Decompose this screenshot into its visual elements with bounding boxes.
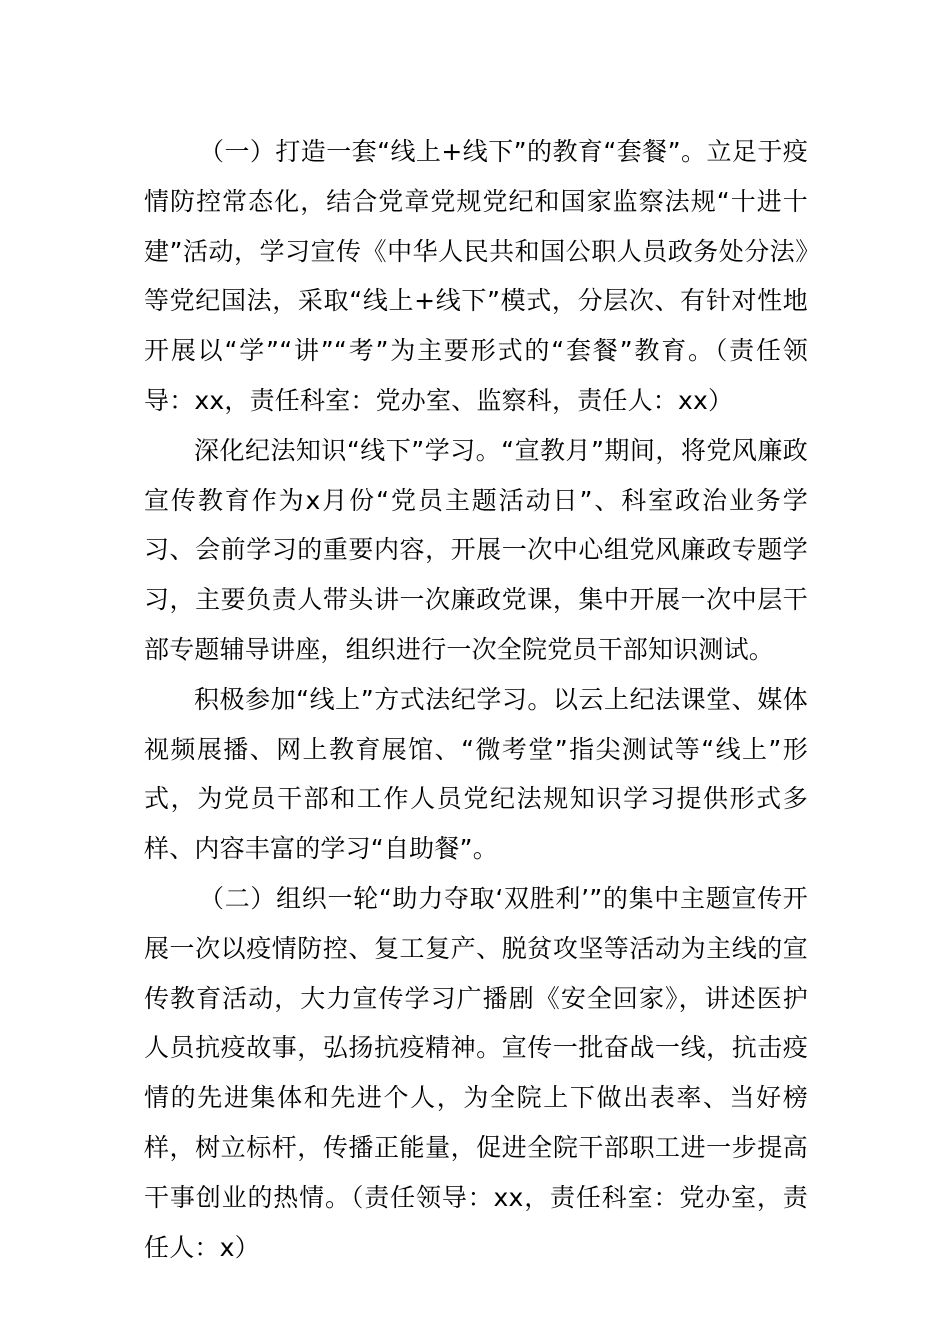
paragraph-offline-study: 深化纪法知识“线下”学习。“宣教月”期间，将党风廉政宣传教育作为x月份“党员主题活动日”、科室政治业务学习、会前学习的重要内容，开展一次中心组党风廉政专题学习，主要负责人带头讲一次廉政党课，集中开展一次中层干部专题辅导讲座，组织进行一次全院党员干部知识测试。	[144, 435, 808, 664]
document-body	[144, 127, 808, 1272]
paragraph-theme-publicity: （二）组织一轮“助力夺取‘双胜利’”的集中主题宣传开展一次以疫情防控、复工复产、脱贫攻坚等活动为主线的宣传教育活动，大力宣传学习广播剧《安全回家》，讲述医护人员抗疫故事，弘扬抗疫精神。宣传一批奋战一线，抗击疫情的先进集体和先进个人，为全院上下做出表率、当好榜样，树立标杆，传播正能量，促进全院干部职工进一步提高干事创业的热情。（责任领导：xx，责任科室：党办室，责任人：x）	[144, 883, 808, 1262]
paragraph-education-package: （一）打造一套“线上+线下”的教育“套餐”。立足于疫情防控常态化，结合党章党规党纪和国家监察法规“十进十建”活动，学习宣传《中华人民共和国公职人员政务处分法》等党纪国法，采取“线上+线下”模式，分层次、有针对性地开展以“学”“讲”“考”为主要形式的“套餐”教育。（责任领导：xx，责任科室：党办室、监察科，责任人：xx）	[144, 137, 808, 415]
paragraph-online-study: 积极参加“线上”方式法纪学习。以云上纪法课堂、媒体视频展播、网上教育展馆、“微考堂”指尖测试等“线上”形式，为党员干部和工作人员党纪法规知识学习提供形式多样、内容丰富的学习“自助餐”。	[144, 684, 808, 864]
